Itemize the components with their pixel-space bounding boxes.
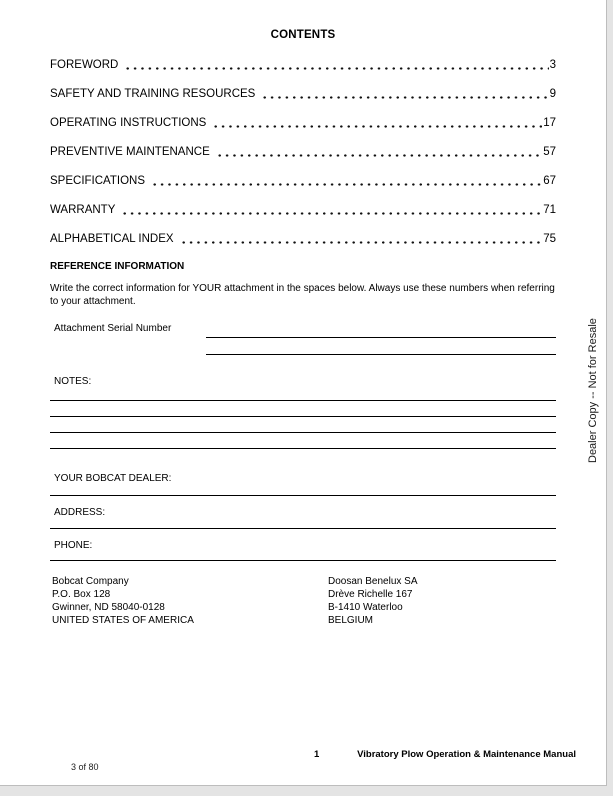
fill-in-line xyxy=(206,338,556,355)
toc-entry-page: 71 xyxy=(543,204,556,216)
address-block-bobcat xyxy=(50,575,328,627)
address-line: Bobcat Company xyxy=(52,576,129,587)
toc-entry-page: 57 xyxy=(543,146,556,158)
dot-leader xyxy=(216,145,542,159)
toc-entry-page: 9 xyxy=(549,88,556,100)
phone-label: PHONE: xyxy=(54,540,93,551)
fill-in-line xyxy=(50,401,556,417)
address-line: B-1410 Waterloo xyxy=(328,602,403,613)
fill-in-line xyxy=(50,485,556,496)
footer-page-number: 1 xyxy=(314,749,320,760)
reference-information-body: Write the correct information for YOUR attachment in the spaces below. Always use these numbers when referring to your attachment. xyxy=(50,283,555,307)
toc-entry xyxy=(50,174,556,188)
dot-leader xyxy=(151,174,542,188)
toc-entry xyxy=(50,203,556,217)
dot-leader xyxy=(121,203,542,217)
address-line: UNITED STATES OF AMERICA xyxy=(52,615,194,626)
toc-entry xyxy=(50,145,556,159)
fill-in-line xyxy=(50,552,556,561)
toc-entry-page: 67 xyxy=(543,175,556,187)
fill-in-line xyxy=(50,388,556,401)
dot-leader xyxy=(212,116,542,130)
page-title: CONTENTS xyxy=(270,29,336,41)
toc-entry-label: WARRANTY xyxy=(50,204,116,216)
toc-entry-page: 3 xyxy=(549,59,556,71)
reference-information-heading: REFERENCE INFORMATION xyxy=(50,261,185,272)
toc-entry xyxy=(50,116,556,130)
notes-label: NOTES: xyxy=(54,376,92,387)
toc-entry-label: ALPHABETICAL INDEX xyxy=(50,233,174,245)
fill-in-line xyxy=(50,519,556,529)
address-line: BELGIUM xyxy=(328,615,374,626)
toc-entry xyxy=(50,87,556,101)
address-line: Drève Richelle 167 xyxy=(328,589,413,600)
fill-in-line xyxy=(50,433,556,449)
toc-entry-label: SAFETY AND TRAINING RESOURCES xyxy=(50,88,256,100)
address-block-doosan xyxy=(328,575,556,627)
toc-entry-label: SPECIFICATIONS xyxy=(50,175,145,187)
footer-manual-title: Vibratory Plow Operation & Maintenance Manual xyxy=(357,749,576,760)
dot-leader xyxy=(180,232,543,246)
serial-number-field xyxy=(50,322,556,355)
dealer-label: YOUR BOBCAT DEALER: xyxy=(54,473,172,484)
address-label: ADDRESS: xyxy=(54,507,106,518)
address-line: P.O. Box 128 xyxy=(52,589,111,600)
company-addresses xyxy=(50,575,556,627)
footer-sheet-info: 3 of 80 xyxy=(71,762,99,772)
dot-leader xyxy=(124,58,548,72)
toc-entry-page: 17 xyxy=(543,117,556,129)
serial-number-label: Attachment Serial Number xyxy=(54,323,172,334)
toc-entry xyxy=(50,58,556,72)
toc-entry xyxy=(50,232,556,246)
dealer-copy-watermark: Dealer Copy -- Not for Resale xyxy=(587,318,599,464)
fill-in-line xyxy=(206,322,556,338)
dot-leader xyxy=(261,87,548,101)
toc-entry-label: PREVENTIVE MAINTENANCE xyxy=(50,146,210,158)
address-line: Doosan Benelux SA xyxy=(328,576,418,587)
address-line: Gwinner, ND 58040-0128 xyxy=(52,602,165,613)
toc-entry-label: OPERATING INSTRUCTIONS xyxy=(50,117,207,129)
toc-entry-page: 75 xyxy=(543,233,556,245)
serial-number-lines xyxy=(206,322,556,355)
table-of-contents xyxy=(50,58,556,246)
toc-entry-label: FOREWORD xyxy=(50,59,119,71)
fill-in-line xyxy=(50,417,556,433)
